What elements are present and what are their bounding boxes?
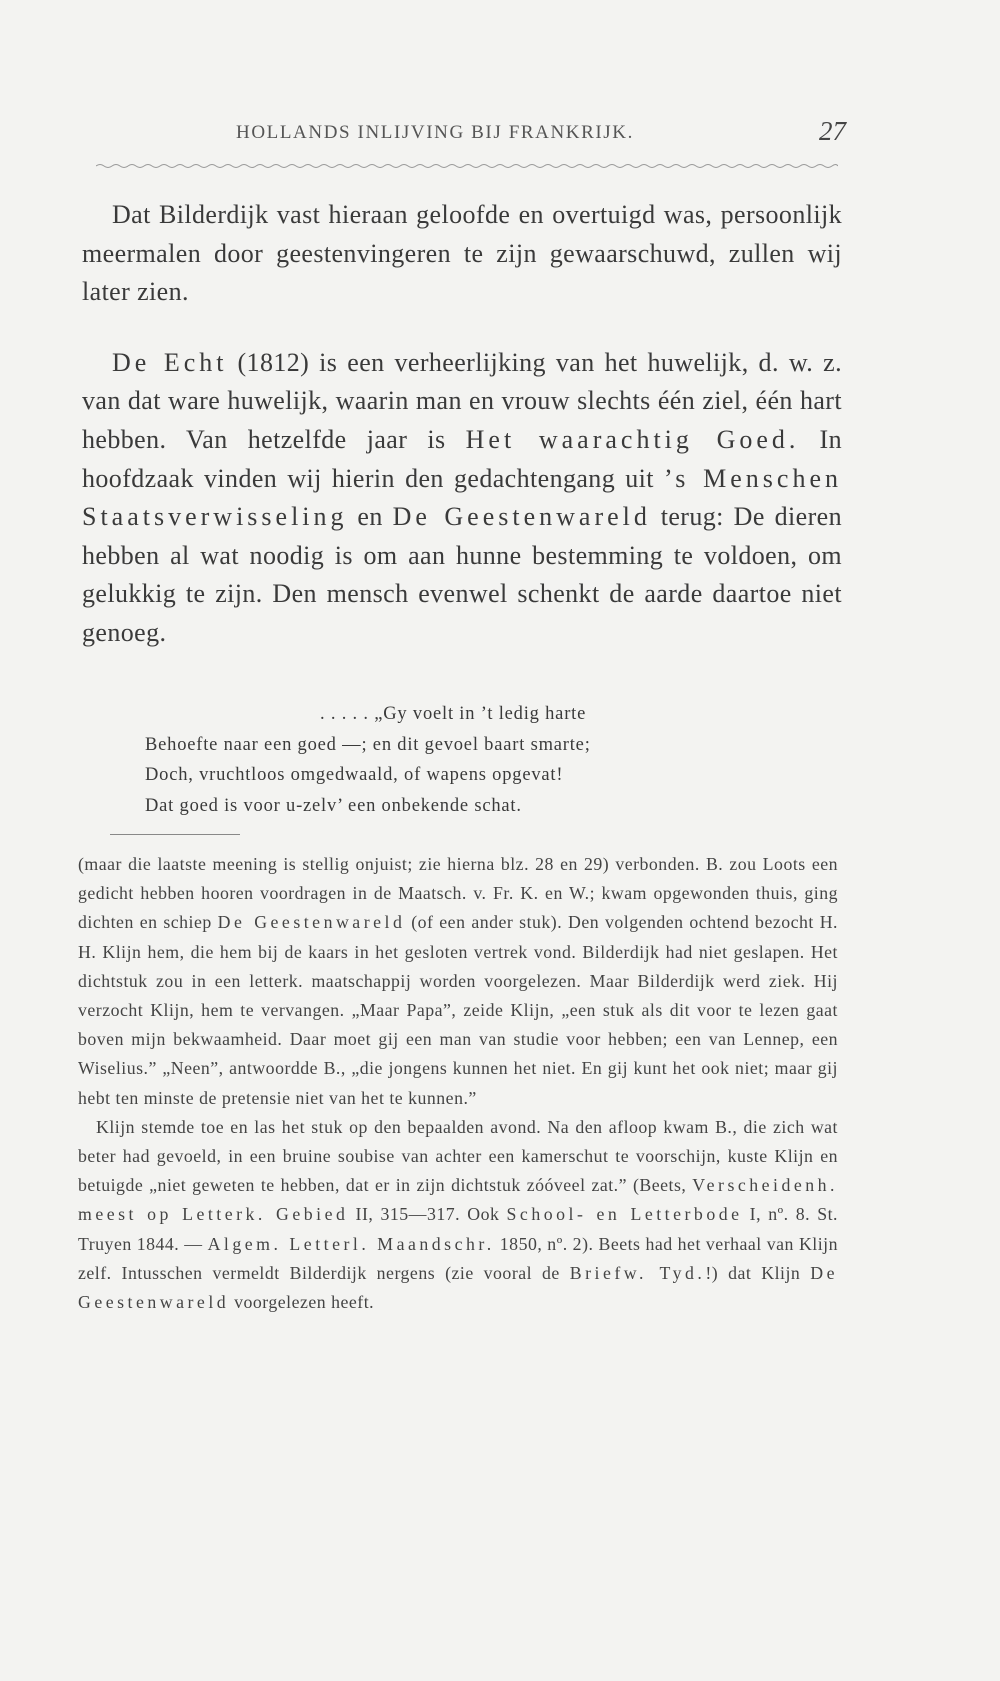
title-de-echt: De Echt [112,347,228,377]
footnote-1 [78,850,838,1113]
title-menschen-staatsverwisseling: ’s Menschen Staatsverwisseling [82,463,842,532]
main-text [82,196,842,653]
text-run: (of een ander stuk). Den volgenden ochtend bezocht H. H. Klijn hem, die hem bij de kaars in het gesloten vertrek vond. Bilderdijk had niet geslapen. Het dichtstuk zou in een letterk. maatschappij worden voorgelezen. Maar Bilderdijk werd ziek. Hij verzocht Klijn, hem te vervangen. „Maar Papa”, zeide Klijn, „een stuk als dit voor te lezen gaat boven mijn bekwaamheid. Daar moet gij een man van studie voor hebben; een van Lennep, een Wiselius.” „Neen”, antwoordde B., „die jongens kunnen het niet. En gij kunt het ook niet; maar gij hebt ten minste de pretensie niet van het te kunnen.” [78,912,838,1108]
text-run: 1850, nº. 2). Beets had het verhaal van Klijn zelf. Intusschen vermeldt Bilderdijk nergens (zie vooral de [78,1233,838,1283]
title-verscheidenheden: Verscheidenh. meest op Letterk. Gebied [78,1175,838,1225]
poem-line-1: . . . . . „Gy voelt in ’t ledig harte [320,704,587,724]
title-school-en-letterbode: School- en Letterbode [506,1204,743,1225]
text-run: II, 315—317. Ook [348,1204,507,1225]
text-run: In hoofdzaak vinden wij hierin den gedachtengang uit [82,424,842,493]
text-run: (maar die laatste meening is stellig onjuist; zie hierna blz. 28 en 29) verbonden. B. zou Loots een gedicht hebben hooren voordragen in de Maatsch. v. Fr. K. en W.; kwam opgewonden thuis, ging dichten en schiep [78,854,838,933]
paragraph-2 [82,344,842,653]
header-rule [96,163,838,169]
poem-quote [145,699,845,821]
running-title: HOLLANDS INLIJVING BIJ FRANKRIJK. [236,122,634,143]
page-header [86,118,846,154]
text-run: en [347,502,393,532]
poem-line-2: Behoefte naar een goed —; en dit gevoel baart smarte; [145,734,591,755]
footnote-2 [78,1113,838,1317]
title-algem-letterl-maandschr: Algem. Letterl. Maandschr. [207,1233,495,1254]
title-de-geestenwareld: De Geestenwareld [217,912,406,933]
text-run: voorgelezen heeft. [229,1292,375,1313]
title-de-geestenwareld: De Geestenwareld [392,502,651,532]
text-run: (1812) is een verheerlijking van het huwelijk, d. w. z. van dat ware huwelijk, waarin man en vrouw slechts één ziel, één hart hebben. Van hetzelfde jaar is [82,347,843,454]
footnotes [78,850,838,1317]
text-run: Klijn stemde toe en las het stuk op den bepaalden avond. Na den afloop kwam B., die zich wat beter had gevoeld, in een bruine soubise van achter een kamerschut te voorschijn, kuste Klijn en betuigde „niet geweten te hebben, dat er in zijn dichtstuk zóóveel zat.” (Beets, [78,1116,838,1196]
poem-line-3: Doch, vruchtloos omgedwaald, of wapens opgevat! [145,765,564,786]
title-de-geestenwareld: De Geestenwareld [78,1262,838,1313]
text-run: !) dat Klijn [705,1262,811,1283]
page-number: 27 [819,116,846,146]
poem-line-4: Dat goed is voor u-zelv’ een onbekende schat. [145,795,522,816]
text-run: I, nº. 8. St. Truyen 1844. — [78,1204,838,1254]
title-het-waarachtig-goed: Het waarachtig Goed. [465,424,800,454]
footnote-rule [110,834,240,835]
text-run: terug: De dieren hebben al wat noodig is om aan hunne bestemming te voldoen, om gelukkig te zijn. Den mensch evenwel schenkt de aarde daartoe niet genoeg. [82,502,842,647]
paragraph-1: Dat Bilderdijk vast hieraan geloofde en overtuigd was, persoonlijk meermalen door geestenvingeren te zijn gewaarschuwd, zullen wij later zien. [82,200,842,307]
title-briefw-tyd: Briefw. Tyd. [569,1262,706,1283]
